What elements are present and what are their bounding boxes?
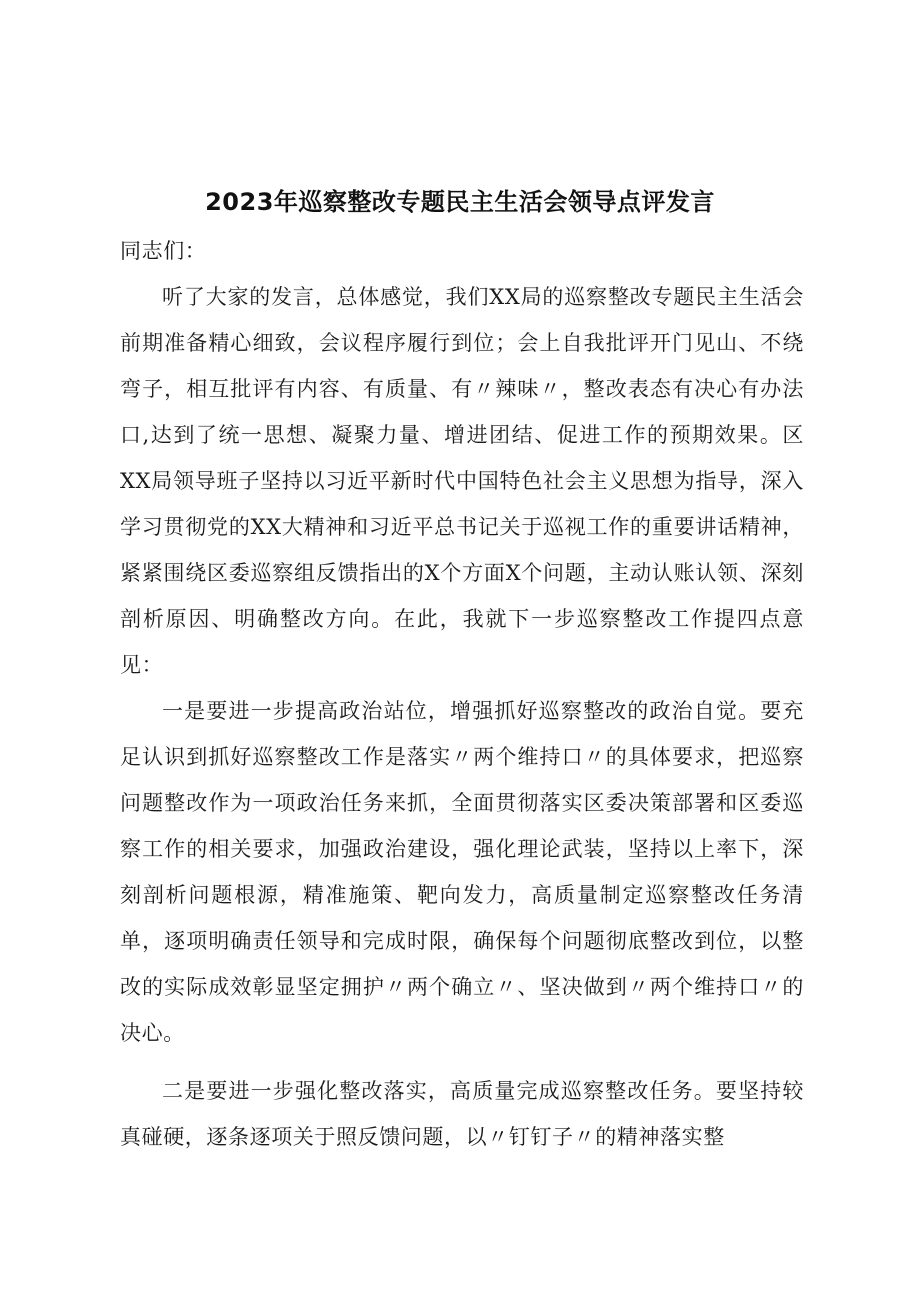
salutation: 同志们： [120,239,207,263]
document-title: 2023年巡察整改专题民主生活会领导点评发言 [205,188,715,217]
paragraph-point-two: 二是要进一步强化整改落实，高质量完成巡察整改任务。要坚持较真碰硬，逐条逐项关于照反馈问题，以〃钉钉子〃的精神落实整 [120,1079,804,1149]
paragraph-intro: 听了大家的发言，总体感觉，我们XX局的巡察整改专题民主生活会前期准备精心细致，会议程序履行到位；会上自我批评开门见山、不绕弯子，相互批评有内容、有质量、有〃辣味〃，整改表态有决心有办法口,达到了统一思想、凝聚力量、增进团结、促进工作的预期效果。区XX局领导班子坚持以习近平新时代中国特色社会主义思想为指导，深入学习贯彻党的XX大精神和习近平总书记关于巡视工作的重要讲话精神，紧紧围绕区委巡察组反馈指出的X个方面X个问题，主动认账认领、深刻剖析原因、明确整改方向。在此，我就下一步巡察整改工作提四点意见： [120,285,804,677]
document-body [120,228,804,1160]
paragraph-point-one: 一是要进一步提高政治站位，增强抓好巡察整改的政治自觉。要充足认识到抓好巡察整改工作是落实〃两个维持口〃的具体要求，把巡察问题整改作为一项政治任务来抓，全面贯彻落实区委决策部署和区委巡察工作的相关要求，加强政治建设，强化理论武装，坚持以上率下，深刻剖析问题根源，精准施策、靶向发力，高质量制定巡察整改任务清单，逐项明确责任领导和完成时限，确保每个问题彻底整改到位，以整改的实际成效彰显坚定拥护〃两个确立〃、坚决做到〃两个维持口〃的决心。 [120,699,804,1045]
